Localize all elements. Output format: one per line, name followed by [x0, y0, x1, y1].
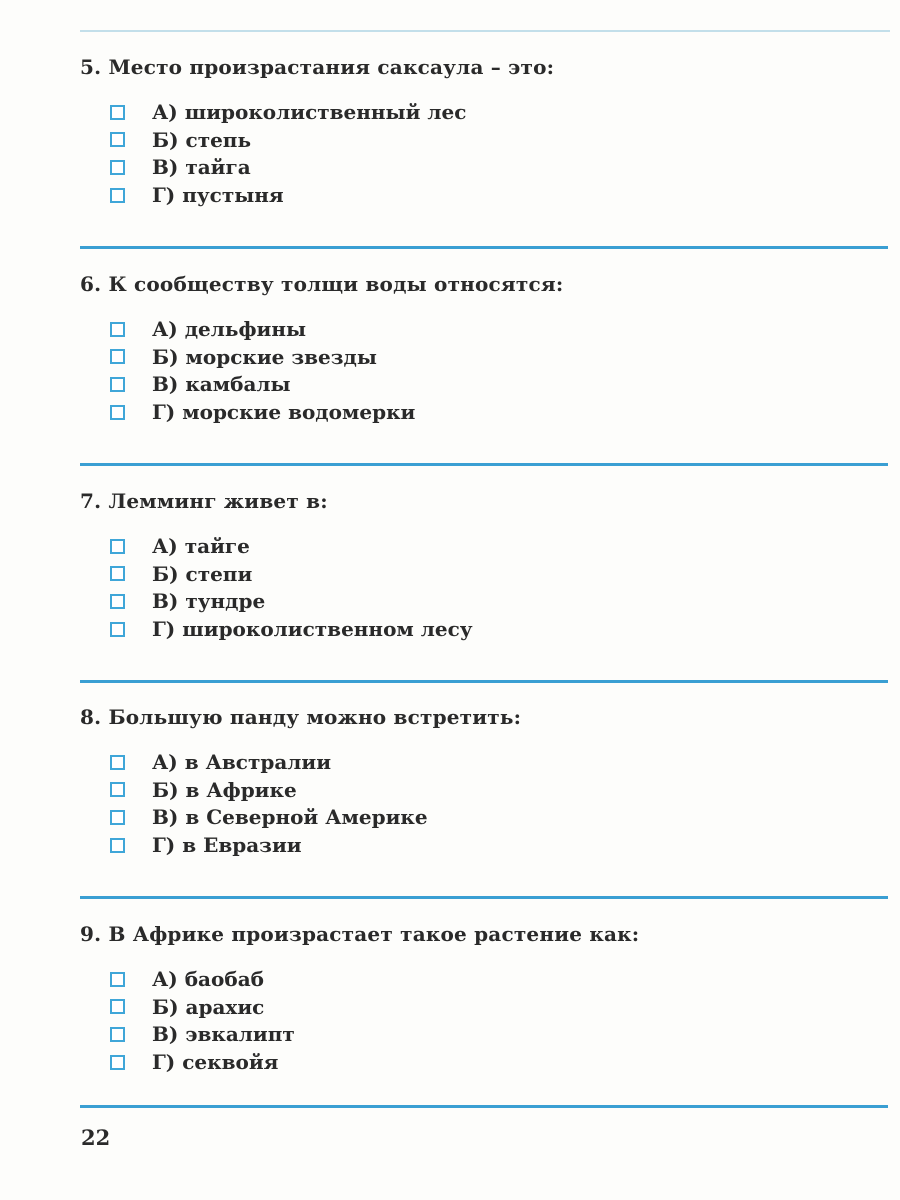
option-label: А) тайге — [152, 534, 250, 558]
checkbox[interactable] — [110, 539, 125, 554]
option-label: Б) степь — [152, 127, 252, 152]
option-label: В) тайга — [152, 155, 251, 180]
checkbox[interactable] — [110, 838, 125, 853]
answer-option[interactable] — [110, 749, 331, 775]
checkbox[interactable] — [110, 999, 125, 1014]
option-label: А) широколиственный лес — [152, 100, 467, 124]
answer-option[interactable] — [110, 588, 265, 614]
top-divider — [80, 30, 890, 32]
checkbox[interactable] — [110, 810, 125, 825]
option-label: В) камбалы — [152, 372, 291, 397]
section-divider — [80, 1105, 888, 1108]
section-divider — [80, 463, 888, 466]
checkbox[interactable] — [110, 594, 125, 609]
question-title: 7. Лемминг живет в: — [80, 489, 328, 513]
answer-option[interactable] — [110, 127, 251, 153]
question-title: 9. В Африке произрастает такое растение как: — [80, 922, 640, 946]
answer-option[interactable] — [110, 371, 291, 397]
answer-option[interactable] — [110, 1021, 295, 1047]
option-label: Г) широколиственном лесу — [152, 617, 473, 642]
option-label: Б) в Африке — [152, 777, 297, 802]
option-label: В) тундре — [152, 589, 266, 614]
option-label: Б) арахис — [152, 994, 265, 1019]
option-label: Г) пустыня — [152, 183, 284, 208]
section-divider — [80, 680, 888, 683]
option-label: В) в Северной Америке — [152, 805, 428, 830]
checkbox[interactable] — [110, 132, 125, 147]
checkbox[interactable] — [110, 160, 125, 175]
option-label: Б) степи — [152, 561, 253, 586]
answer-option[interactable] — [110, 561, 252, 587]
answer-option[interactable] — [110, 616, 473, 642]
option-label: Г) секвойя — [152, 1050, 279, 1075]
answer-option[interactable] — [110, 99, 466, 125]
option-label: В) эвкалипт — [152, 1022, 295, 1047]
answer-option[interactable] — [110, 1049, 278, 1075]
question-title: 5. Место произрастания саксаула – это: — [80, 55, 555, 79]
checkbox[interactable] — [110, 322, 125, 337]
checkbox[interactable] — [110, 566, 125, 581]
answer-option[interactable] — [110, 154, 251, 180]
answer-option[interactable] — [110, 804, 428, 830]
question-title: 6. К сообществу толщи воды относятся: — [80, 272, 564, 296]
option-label: А) баобаб — [152, 967, 264, 991]
answer-option[interactable] — [110, 994, 264, 1020]
checkbox[interactable] — [110, 349, 125, 364]
answer-option[interactable] — [110, 399, 415, 425]
answer-option[interactable] — [110, 832, 302, 858]
answer-option[interactable] — [110, 344, 377, 370]
option-label: А) дельфины — [152, 317, 307, 341]
checkbox[interactable] — [110, 1055, 125, 1070]
option-label: Б) морские звезды — [152, 344, 377, 369]
section-divider — [80, 896, 888, 899]
question-title: 8. Большую панду можно встретить: — [80, 705, 522, 729]
answer-option[interactable] — [110, 533, 250, 559]
checkbox[interactable] — [110, 972, 125, 987]
option-label: Г) в Евразии — [152, 833, 302, 858]
section-divider — [80, 246, 888, 249]
checkbox[interactable] — [110, 377, 125, 392]
checkbox[interactable] — [110, 755, 125, 770]
answer-option[interactable] — [110, 777, 297, 803]
answer-option[interactable] — [110, 182, 284, 208]
checkbox[interactable] — [110, 405, 125, 420]
checkbox[interactable] — [110, 105, 125, 120]
checkbox[interactable] — [110, 1027, 125, 1042]
checkbox[interactable] — [110, 782, 125, 797]
page-number: 22 — [81, 1125, 111, 1150]
answer-option[interactable] — [110, 316, 306, 342]
answer-option[interactable] — [110, 966, 264, 992]
checkbox[interactable] — [110, 188, 125, 203]
checkbox[interactable] — [110, 622, 125, 637]
option-label: А) в Австралии — [152, 750, 332, 774]
option-label: Г) морские водомерки — [152, 400, 416, 425]
